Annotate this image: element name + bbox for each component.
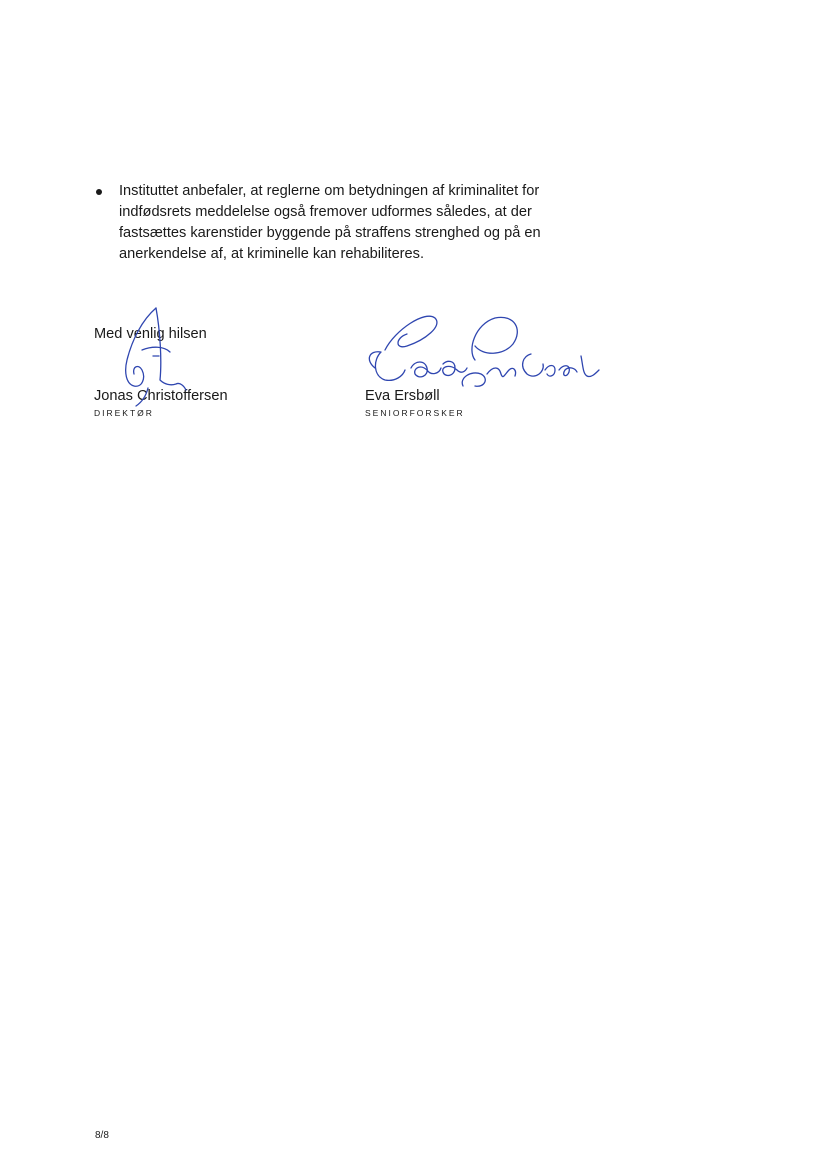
signer-title: SENIORFORSKER [365, 408, 465, 418]
recommendation-line: anerkendelse af, at kriminelle kan rehabiliteres. [119, 246, 425, 262]
page-number: 8/8 [95, 1130, 109, 1141]
recommendation-line: Instituttet anbefaler, at reglerne om betydningen af kriminalitet for [119, 183, 540, 199]
recommendation-line: indfødsrets meddelelse også fremover udformes således, at der [119, 204, 532, 220]
bullet-icon [96, 189, 102, 195]
recommendation-bullet [92, 181, 592, 265]
recommendation-list [92, 181, 592, 265]
signer-name: Jonas Christoffersen [94, 388, 228, 404]
signer-name: Eva Ersbøll [365, 388, 440, 404]
recommendation-line: fastsættes karenstider byggende på straffens strenghed og på en [119, 225, 541, 241]
signer-block-senior-researcher [365, 386, 465, 419]
closing-greeting: Med venlig hilsen [94, 326, 207, 342]
signer-block-director [94, 386, 228, 419]
signer-title: DIREKTØR [94, 408, 154, 418]
signature-senior-researcher [355, 290, 605, 400]
